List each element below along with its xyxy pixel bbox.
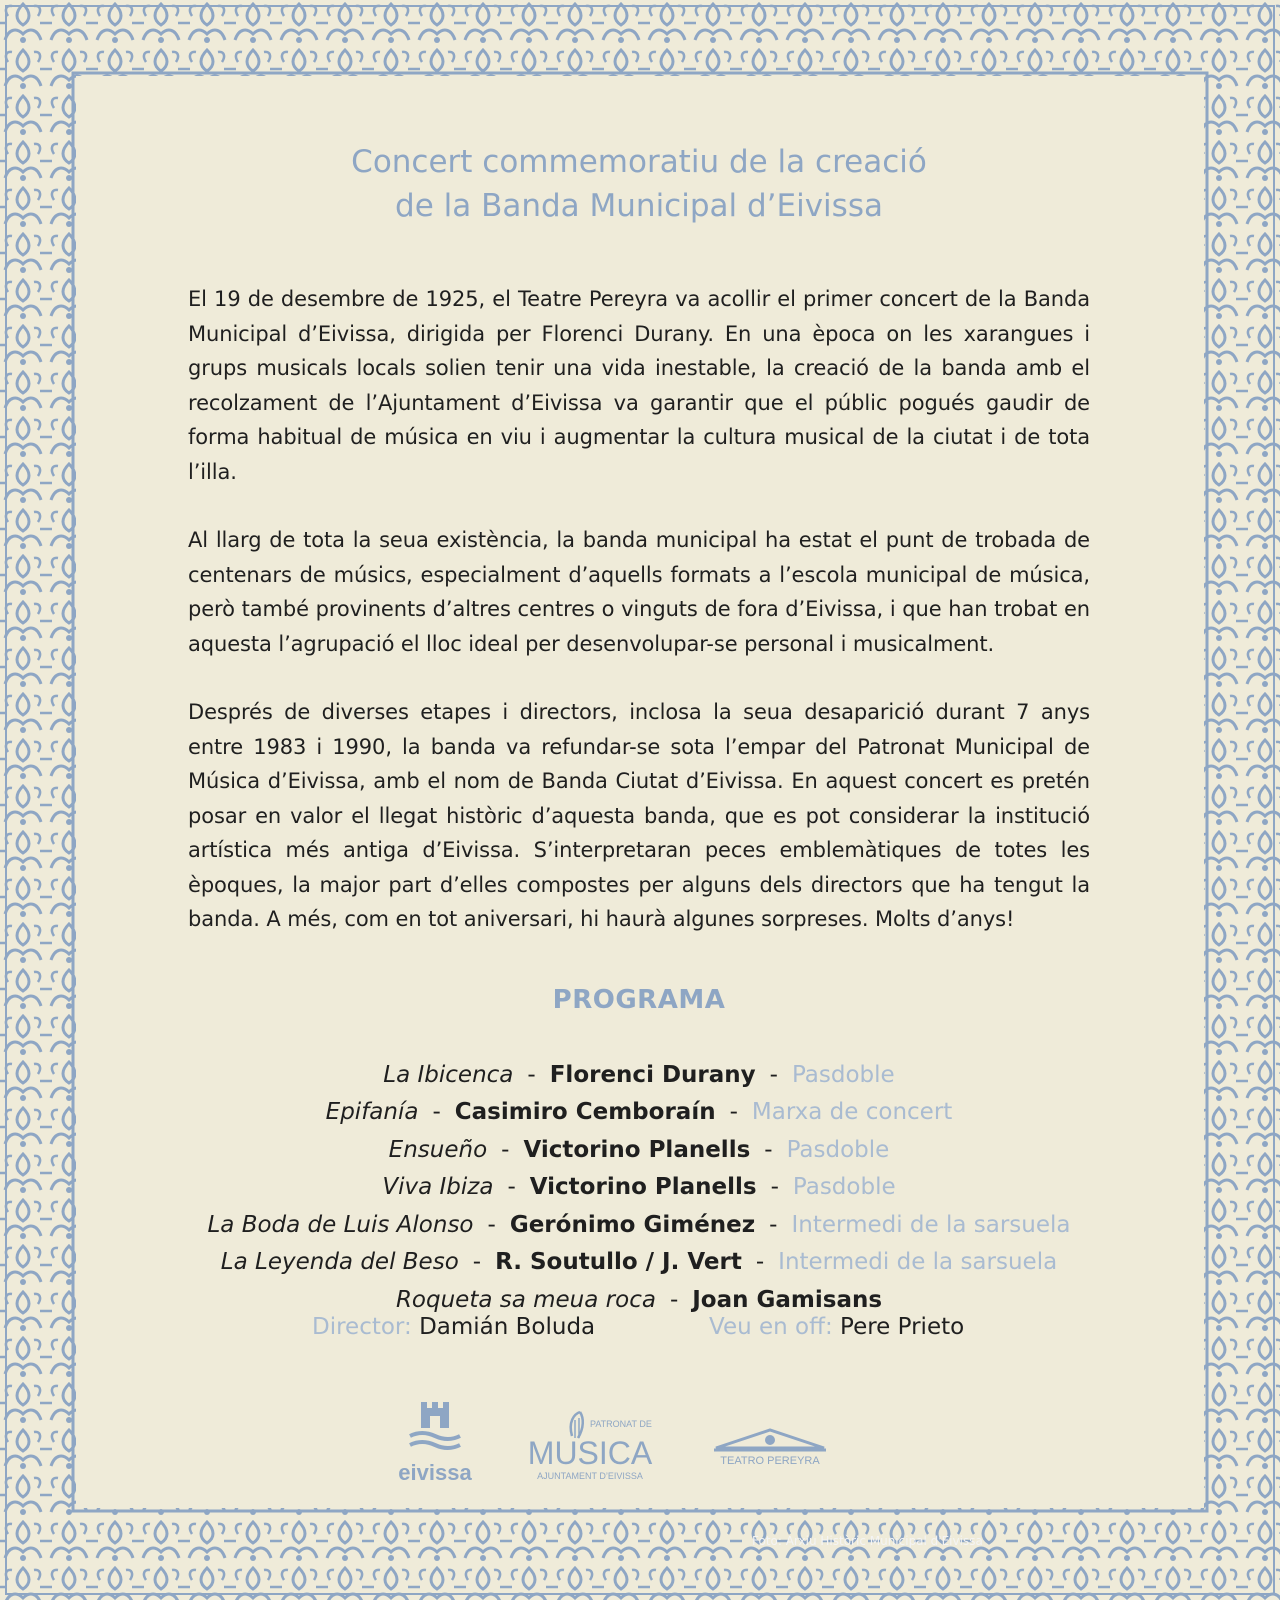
program-item	[188, 1244, 1090, 1282]
page-title	[188, 140, 1090, 228]
sponsor-logos	[0, 1398, 1280, 1488]
program-list	[188, 1057, 1090, 1320]
program-heading: PROGRAMA	[552, 984, 726, 1015]
director-credit	[312, 1314, 595, 1340]
program-composer: R. Soutullo / J. Vert	[495, 1249, 742, 1275]
program-composer: Gerónimo Giménez	[509, 1211, 756, 1238]
program-separator: -	[764, 1136, 773, 1163]
voice-label: Veu en off:	[709, 1314, 833, 1340]
credits	[0, 1314, 1280, 1354]
program-work: La Boda de Luis Alonso	[207, 1211, 474, 1238]
title-line-1: Concert commemoratiu de la creació	[351, 144, 927, 180]
voice-name: Pere Prieto	[840, 1314, 965, 1340]
program-work: La Ibicenca	[383, 1061, 514, 1088]
eivissa-logo-text: eivissa	[398, 1460, 472, 1485]
program-genre: Pasdoble	[791, 1061, 895, 1088]
program-work: Roqueta sa meua roca	[395, 1286, 656, 1313]
program-work: Ensueño	[388, 1136, 488, 1163]
program-separator: -	[501, 1136, 510, 1163]
program-composer: Victorino Planells	[523, 1136, 751, 1163]
program-separator: -	[769, 1211, 778, 1238]
program-genre: Pasdoble	[792, 1174, 896, 1200]
program-composer: Victorino Planells	[529, 1174, 757, 1200]
program-separator: -	[729, 1099, 738, 1125]
program-item	[188, 1057, 1090, 1095]
document-body	[188, 140, 1090, 1319]
program-genre: Marxa de concert	[751, 1099, 953, 1125]
program-work: La Leyenda del Beso	[220, 1249, 459, 1275]
intro-paragraph-2: Al llarg de tota la seua existència, la banda municipal ha estat el punt de trobada de centenars de músics, especialment d’aquells formats a l’escola municipal de música, però també provinents d’altres centres o vinguts de fora d’Eivissa, i que han trobat en aquesta l’agrupació el lloc ideal per desenvolupar-se personal i musicalment.	[188, 528, 1090, 656]
patronat-top-text: PATRONAT DE	[590, 1419, 652, 1429]
program-separator: -	[755, 1249, 765, 1275]
program-work: Epifanía	[325, 1099, 419, 1125]
patronat-main-text: MUSICA	[528, 1435, 653, 1471]
program-composer: Florenci Durany	[549, 1061, 756, 1088]
program-separator: -	[472, 1249, 482, 1275]
program-genre: Pasdoble	[786, 1136, 890, 1163]
program-item	[188, 1169, 1090, 1207]
program-item	[188, 1207, 1090, 1245]
program-item	[188, 1094, 1090, 1132]
theatre-facade-icon	[714, 1430, 826, 1450]
program-composer: Casimiro Cemboraín	[454, 1099, 716, 1125]
program-separator: -	[432, 1099, 441, 1125]
voice-credit	[709, 1314, 964, 1340]
teatro-pereyra-logo	[708, 1424, 838, 1476]
program-separator: -	[770, 1174, 779, 1200]
castle-icon	[410, 1402, 460, 1448]
program-composer: Joan Gamisans	[692, 1286, 883, 1313]
intro-paragraph-3: Després de diverses etapes i directors, inclosa la seua desaparició durant 7 anys entre 1983 i 1990, la banda va refundar-se sota l’empar del Patronat Municipal de Música d’Eivissa, amb el nom de Banda Ciutat d’Eivissa. En aquest concert es pretén posar en valor el llegat històric d’aquesta banda, que es pot considerar la institució artística més antiga d’Eivissa. S’interpretaran peces emblemàtiques de totes les èpoques, la major part d’elles compostes per alguns dels directors que ha tengut la banda. A més, com en tot aniversari, hi haurà algunes sorpreses. Molts d’anys!	[188, 700, 1090, 931]
intro-paragraph-1: El 19 de desembre de 1925, el Teatre Pereyra va acollir el primer concert de la Banda Municipal d’Eivissa, dirigida per Florenci Durany. En una època on les xarangues i grups musicals locals solien tenir una vida inestable, la creació de la banda amb el recolzament de l’Ajuntament d’Eivissa va garantir que el públic pogués gaudir de forma habitual de música en viu i augmentar la cultura musical de la ciutat i de tota l’illa.	[188, 287, 1090, 484]
teatro-text: TEATRO PEREYRA	[720, 1455, 820, 1467]
title-line-2: de la Banda Municipal d’Eivissa	[395, 188, 883, 224]
program-work: Viva Ibiza	[382, 1174, 494, 1200]
program-genre: Intermedi de la sarsuela	[778, 1249, 1058, 1275]
program-separator: -	[527, 1061, 536, 1088]
eivissa-logo	[392, 1398, 478, 1492]
program-separator: -	[669, 1286, 679, 1313]
program-separator: -	[487, 1211, 496, 1238]
program-genre: Intermedi de la sarsuela	[791, 1211, 1071, 1238]
program-item	[188, 1132, 1090, 1170]
patronat-sub-text: AJUNTAMENT D’EIVISSA	[537, 1471, 643, 1481]
photo-credit: Foto: Arxiu Històric Municipal d'Eivissa	[752, 1534, 983, 1548]
program-separator: -	[769, 1061, 778, 1088]
director-label: Director:	[312, 1314, 412, 1340]
program-separator: -	[507, 1174, 516, 1200]
director-name: Damián Boluda	[419, 1314, 596, 1340]
patronat-musica-logo	[528, 1408, 658, 1492]
